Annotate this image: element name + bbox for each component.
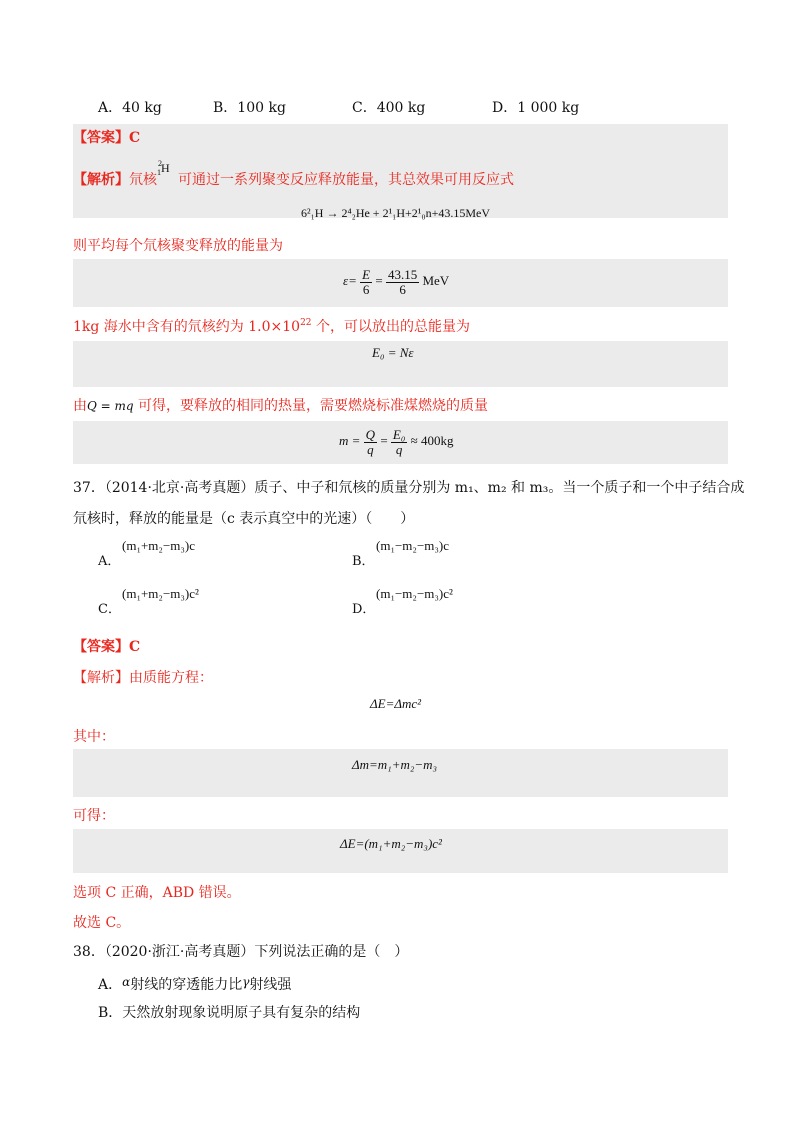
q37-eq-2: Δm=m₁+m₂−m₃ bbox=[352, 757, 438, 772]
alpha-symbol: α bbox=[122, 975, 131, 989]
q38-option-a-mid: 射线的穿透能力比 bbox=[130, 977, 243, 993]
epsilon-frac-2: $\frac{43.15}{6}$ bbox=[387, 266, 418, 297]
q37-option-b-formula: (m₁−m₂−m₃)c bbox=[376, 538, 450, 553]
q37-option-b-label: B． bbox=[352, 554, 375, 569]
mass-formula: m = $\frac{Q}{q}$ = $\frac{\text{E₀}}{q}$ ≈ 400kg bbox=[339, 426, 454, 457]
q37-option-c-formula: (m₁+m₂−m₃)c² bbox=[122, 586, 199, 601]
epsilon-formula: ε= $\frac{E}{6}$ = $\frac{43.15}{6}$ MeV bbox=[343, 266, 450, 297]
q37-then: 可得： bbox=[73, 808, 115, 824]
deuterium-symbol: $^2_1$H bbox=[157, 159, 170, 177]
q37-eq-1: ΔE=Δmc² bbox=[370, 696, 422, 711]
q37-eq-3: ΔE=(m₁+m₂−m₃)c² bbox=[340, 836, 442, 851]
q38-option-a bbox=[98, 972, 291, 995]
q38-stem: 38．（2020·浙江·高考真题）下列说法正确的是（ ） bbox=[73, 944, 409, 960]
q37-conclusion: 选项 C 正确，ABD 错误。 bbox=[73, 885, 241, 901]
q37-answer: 【答案】C bbox=[73, 639, 141, 655]
epsilon-frac-1: $\frac{E}{6}$ bbox=[362, 266, 371, 297]
q37-option-a-formula: (m₁+m₂−m₃)c bbox=[122, 538, 196, 553]
epsilon-unit: MeV bbox=[422, 273, 450, 288]
epsilon-lhs: ε= bbox=[343, 273, 357, 288]
mass-frac-2: $\frac{\text{E₀}}{q}$ bbox=[392, 426, 406, 457]
q37-stem-2: 氘核时，释放的能量是（c 表示真空中的光速）（ ） bbox=[73, 511, 415, 527]
q37-option-c-label: C． bbox=[98, 602, 121, 617]
avg-energy-text: 则平均每个氘核聚变释放的能量为 bbox=[73, 238, 283, 254]
q36-analysis-line bbox=[73, 170, 157, 190]
q-formula: Q = mq bbox=[87, 399, 134, 413]
q36-option-c: C．400 kg bbox=[352, 100, 426, 116]
q-line bbox=[73, 396, 488, 416]
count-text-2: 个，可以放出的总能量为 bbox=[311, 319, 470, 335]
mass-lhs: m = bbox=[339, 433, 361, 448]
count-exponent: 22 bbox=[300, 318, 312, 328]
q37-where: 其中： bbox=[73, 729, 115, 745]
q37-option-d-label: D． bbox=[352, 602, 376, 617]
analysis-text-1a: 氘核 bbox=[129, 172, 157, 188]
q37-stem-1: 37．（2014·北京·高考真题）质子、中子和氘核的质量分别为 m₁、m₂ 和 m₃。当一个质子和一个中子结合成 bbox=[73, 480, 745, 496]
q38-option-a-post: 射线强 bbox=[249, 977, 292, 993]
q37-option-a-label: A． bbox=[98, 554, 121, 569]
reaction-equation: 6²₁H → 2⁴₂He + 2¹₁H+2¹₀n+43.15MeV bbox=[301, 206, 490, 220]
q36-option-d: D．1 000 kg bbox=[492, 100, 580, 116]
gamma-symbol: γ bbox=[242, 975, 250, 989]
mass-frac-1: $\frac{Q}{q}$ bbox=[365, 426, 376, 457]
q38-option-b: B．天然放射现象说明原子具有复杂的结构 bbox=[98, 1005, 361, 1021]
count-text: 1kg 海水中含有的氘核约为 1.0×10 bbox=[73, 319, 301, 335]
q37-option-d-formula: (m₁−m₂−m₃)c² bbox=[376, 586, 453, 601]
e0-formula: E₀ = Nε bbox=[372, 345, 414, 360]
q-text-post: 可得，要释放的相同的热量，需要燃烧标准煤燃烧的质量 bbox=[133, 398, 489, 414]
analysis-text-1b: 可通过一系列聚变反应释放能量，其总效果可用反应式 bbox=[178, 172, 514, 188]
q38-option-a-label: A． bbox=[98, 977, 123, 993]
count-line bbox=[73, 317, 470, 337]
q37-analysis: 【解析】由质能方程： bbox=[73, 670, 213, 686]
q36-option-b: B．100 kg bbox=[213, 100, 286, 116]
q36-answer: 【答案】C bbox=[73, 130, 141, 146]
analysis-label: 【解析】 bbox=[73, 172, 129, 188]
q37-final: 故选 C。 bbox=[73, 915, 131, 931]
q-text-pre: 由 bbox=[73, 398, 87, 414]
q36-option-a: A．40 kg bbox=[98, 100, 162, 116]
mass-result: ≈ 400kg bbox=[410, 433, 454, 448]
